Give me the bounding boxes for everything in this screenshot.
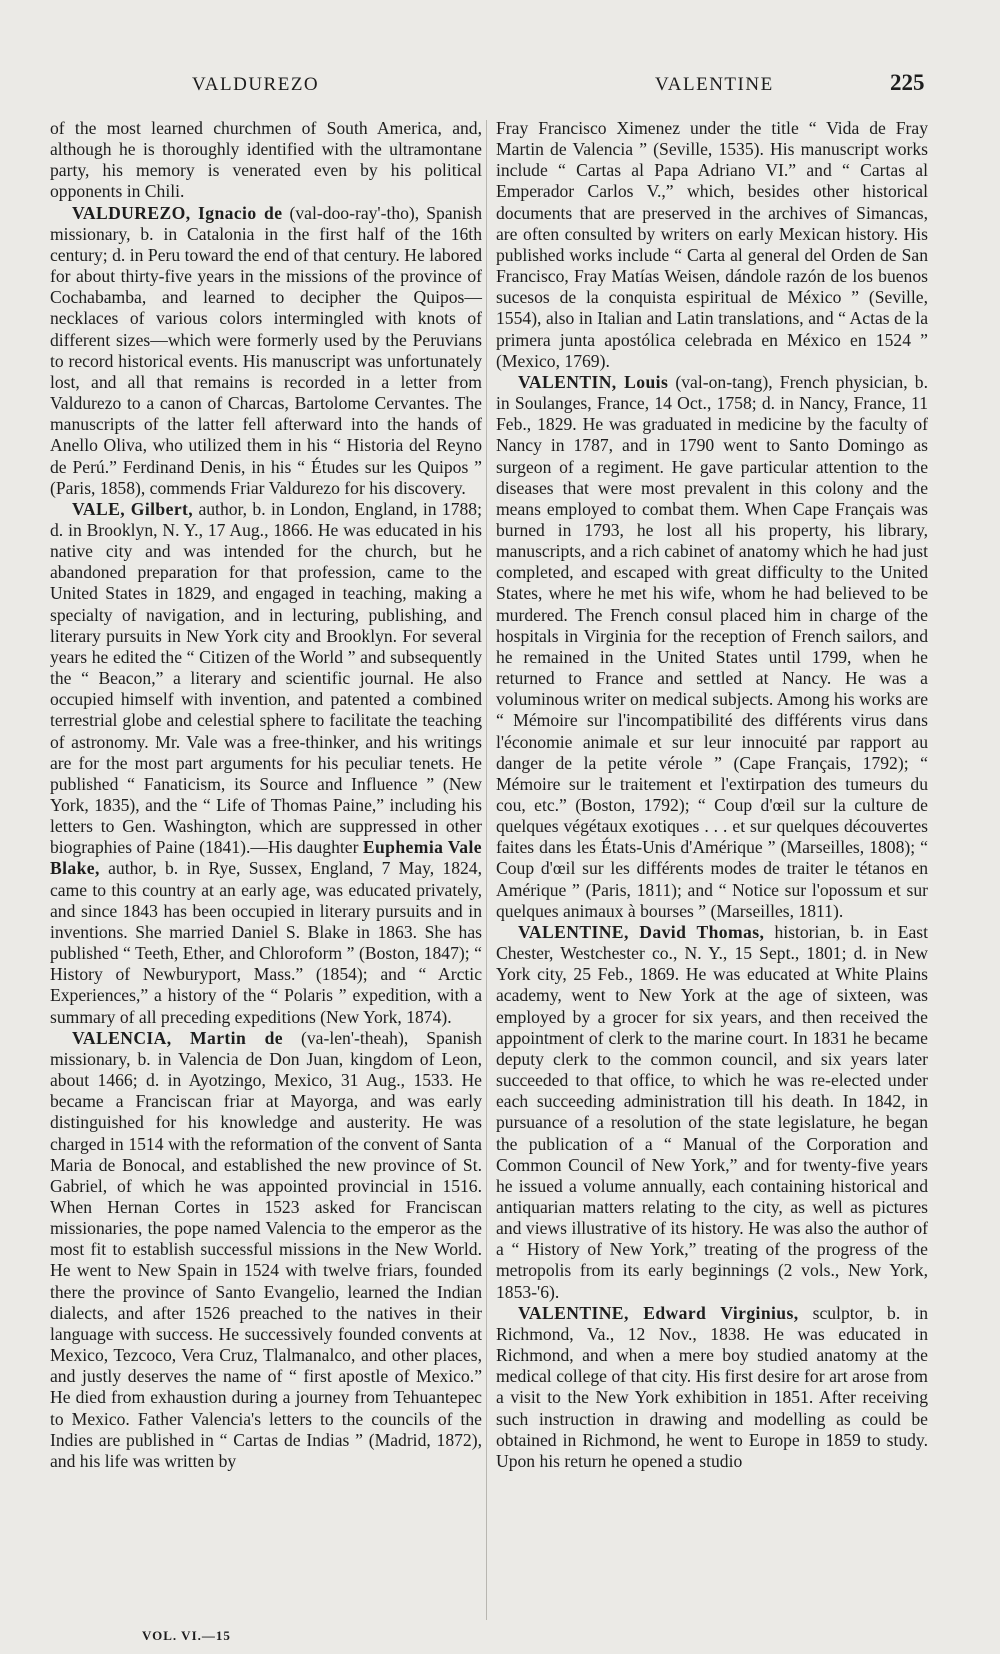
paragraph-text: of the most learned churchmen of South America, and, although he is thoroughly identified with the ultramontane party, his memory is venerated even by his political opponents in Chili. (50, 118, 482, 202)
entry-headword: VALENTINE, David Thomas, (518, 921, 765, 942)
entry-text: sculptor, b. in Richmond, Va., 12 Nov., 1838. He was educated in Richmond, and when a mere boy studied anatomy at the medical college of that city. His first desire for art arose from a visit to the New York exhibition in 1851. After receiving such instruction in drawing and modelling as could be obtained in Richmond, he went to Europe in 1859 to study. Upon his return he opened a studio (496, 1302, 929, 1471)
entry-sub-text: author, b. in Rye, Sussex, England, 7 May, 1824, came to this country at an early age, was educated privately, and since 1843 has been occupied in literary pursuits and in inventions. She married Daniel S. Blake in 1863. She has published “ Teeth, Ether, and Chloroform ” (Boston, 1847); “ History of Newburyport, Mass.” (1854); and “ Arctic Experiences,” a history of the “ Polaris ” expedition, with a summary of all preceding expeditions (New York, 1874). (50, 858, 482, 1027)
paragraph-text: Fray Francisco Ximenez under the title “ Vida de Fray Martin de Valencia ” (Seville, 1535). His manuscript works include “ Cartas al Papa Adriano VI.” and “ Cartas al Emperador Carlos V.,” which, besides other historical documents that are preserved in the archives of Simancas, are often consulted by writers on early Mexican history. His published works include “ Carta al general del Orden de San Francisco, Fray Matías Weisen, dándole razón de los buenos sucesos de la conquista espiritual de México ” (Seville, 1554), also in Italian and Latin translations, and “ Actas de la primera junta apostólica celebrada en México en 1524 ” (Mexico, 1769). (496, 118, 928, 371)
entry-vale (50, 499, 482, 1028)
entry-headword: VALE, Gilbert, (72, 498, 194, 519)
entry-headword: VALDUREZO, Ignacio de (72, 202, 283, 223)
running-head-right: VALENTINE (655, 74, 774, 95)
running-head-left: VALDUREZO (192, 74, 320, 95)
entry-text: historian, b. in East Chester, Westchester co., N. Y., 15 Sept., 1801; d. in New York city, 25 Feb., 1869. He was educated at White Plains academy, went to New York at the age of sixteen, was employed by a grocer for six years, and then received the appointment of clerk to the marine court. In 1831 he became deputy clerk to the common council, and six years later succeeded to that office, to which he was re-elected under each succeeding administration till his death. In 1842, in pursuance of a resolution of the state legislature, he began the publication of a “ Manual of the Corporation and Common Council of New York,” and for twenty-five years he issued a volume annually, each containing historical and antiquarian matters relating to the city, as well as pictures and views illustrative of its history. He was also the author of a “ History of New York,” treating of the progress of the metropolis from its early beginnings (2 vols., New York, 1853-'6). (496, 921, 928, 1302)
entry-headword: VALENTINE, Edward Virginius, (518, 1302, 799, 1323)
entry-valentine-david (496, 922, 928, 1303)
continued-paragraph (50, 118, 482, 203)
entry-valentin (496, 372, 928, 922)
column-divider (486, 120, 487, 1620)
entry-valencia (50, 1028, 482, 1472)
page-number: 225 (890, 70, 925, 95)
entry-valentine-edward (496, 1303, 928, 1472)
entry-text: (va-len'-theah), Spanish missionary, b. in Valencia de Don Juan, kingdom of Leon, about 1466; d. in Ayotzingo, Mexico, 31 Aug., 1533. He became a Franciscan friar at Mayorga, and was early distinguished for his knowledge and austerity. He was charged in 1514 with the reformation of the convent of Santa Maria de Bonocal, and established the new province of St. Gabriel, of which he was appointed provincial in 1516. When Hernan Cortes in 1523 asked for Franciscan missionaries, the pope named Valencia to the emperor as the most fit to establish successful missions in the New World. He went to New Spain in 1524 with twelve friars, founded there the province of Santo Evangelio, learned the Indian dialects, and after 1526 preached to the natives in their language with success. He successively founded convents at Mexico, Tezcoco, Vera Cruz, Tlalmanalco, and other places, and justly deserves the name of “ first apostle of Mexico.” He died from exhaustion during a journey from Tehuantepec to Mexico. Father Valencia's letters to the councils of the Indies are published in “ Cartas de Indias ” (Madrid, 1872), and his life was written by (50, 1027, 482, 1471)
entry-headword: VALENTIN, Louis (518, 371, 669, 392)
right-column (496, 118, 928, 1472)
entry-valdurezo (50, 203, 482, 499)
entry-text: (val-on-tang), French physician, b. in Soulanges, France, 14 Oct., 1758; d. in Nancy, France, 11 Feb., 1829. He was graduated in medicine by the faculty of Nancy in 1787, and in 1790 went to Santo Domingo as surgeon of a regiment. He gave particular attention to the diseases that were most prevalent in this colony and the means employed to combat them. When Cape Français was burned in 1793, he lost all his property, his library, manuscripts, and a rich cabinet of anatomy which he had just completed, and escaped with great difficulty to the United States, where he met his wife, whom he had believed to be murdered. The French consul placed him in charge of the hospitals in Virginia for the reception of French sailors, and he remained in the United States until 1799, when he returned to France and settled at Nancy. He was a voluminous writer on medical subjects. Among his works are “ Mémoire sur l'incompatibilité des différents virus dans l'économie animale et sur leur innocuité par rapport au danger de la petite vérole ” (Cape Français, 1792); “ Mémoire sur le traitement et l'extirpation des tumeurs du cou, etc.” (Boston, 1792); “ Coup d'œil sur la culture de quelques végétaux exotiques . . . et sur quelques découvertes faites dans les États-Unis d'Amérique ” (Marseilles, 1808); “ Coup d'œil sur les différents modes de traiter le tétanos en Amérique ” (Paris, 1811); and “ Notice sur l'opossum et sur quelques animaux à bourses ” (Marseilles, 1811). (496, 371, 928, 921)
signature-mark: VOL. VI.—15 (142, 1628, 231, 1643)
left-column (50, 118, 482, 1472)
entry-text: author, b. in London, England, in 1788; d. in Brooklyn, N. Y., 17 Aug., 1866. He was educated in his native city and was intended for the church, but he abandoned preparation for that profession, came to the United States in 1829, and engaged in teaching, making a specialty of navigation, and in lecturing, publishing, and literary pursuits in New York city and Brooklyn. For several years he edited the “ Citizen of the World ” and subsequently the “ Beacon,” a literary and scientific journal. He also occupied himself with invention, and patented a combined terrestrial globe and celestial sphere to facilitate the teaching of astronomy. Mr. Vale was a free-thinker, and his writings are for the most part arguments for his peculiar tenets. He published “ Fanaticism, its Source and Influence ” (New York, 1835), and the “ Life of Thomas Paine,” including his letters to Gen. Washington, which are suppressed in other biographies of Paine (1841).—His daughter (50, 498, 482, 858)
entry-headword: VALENCIA, Martin de (72, 1027, 283, 1048)
running-head (0, 64, 1000, 104)
entry-text: (val-doo-ray'-tho), Spanish missionary, b. in Catalonia in the first half of the 16th century; d. in Peru toward the end of that century. He labored for about thirty-five years in the missions of the province of Cochabamba, and learned to decipher the Quipos—necklaces of various colors intermingled with knots of different sizes—which were formerly used by the Peruvians to record historical events. His manuscript was unfortunately lost, and all that remains is recorded in a letter from Valdurezo to a canon of Charcas, Bartolome Cervantes. The manuscripts of the latter fell afterward into the hands of Anello Oliva, who utilized them in his “ Historia del Reyno de Perú.” Ferdinand Denis, in his “ Études sur les Quipos ” (Paris, 1858), commends Friar Valdurezo for his discovery. (50, 202, 482, 498)
continued-paragraph (496, 118, 928, 372)
entry-sub-headword: Euphemia Vale Blake, (50, 837, 482, 879)
